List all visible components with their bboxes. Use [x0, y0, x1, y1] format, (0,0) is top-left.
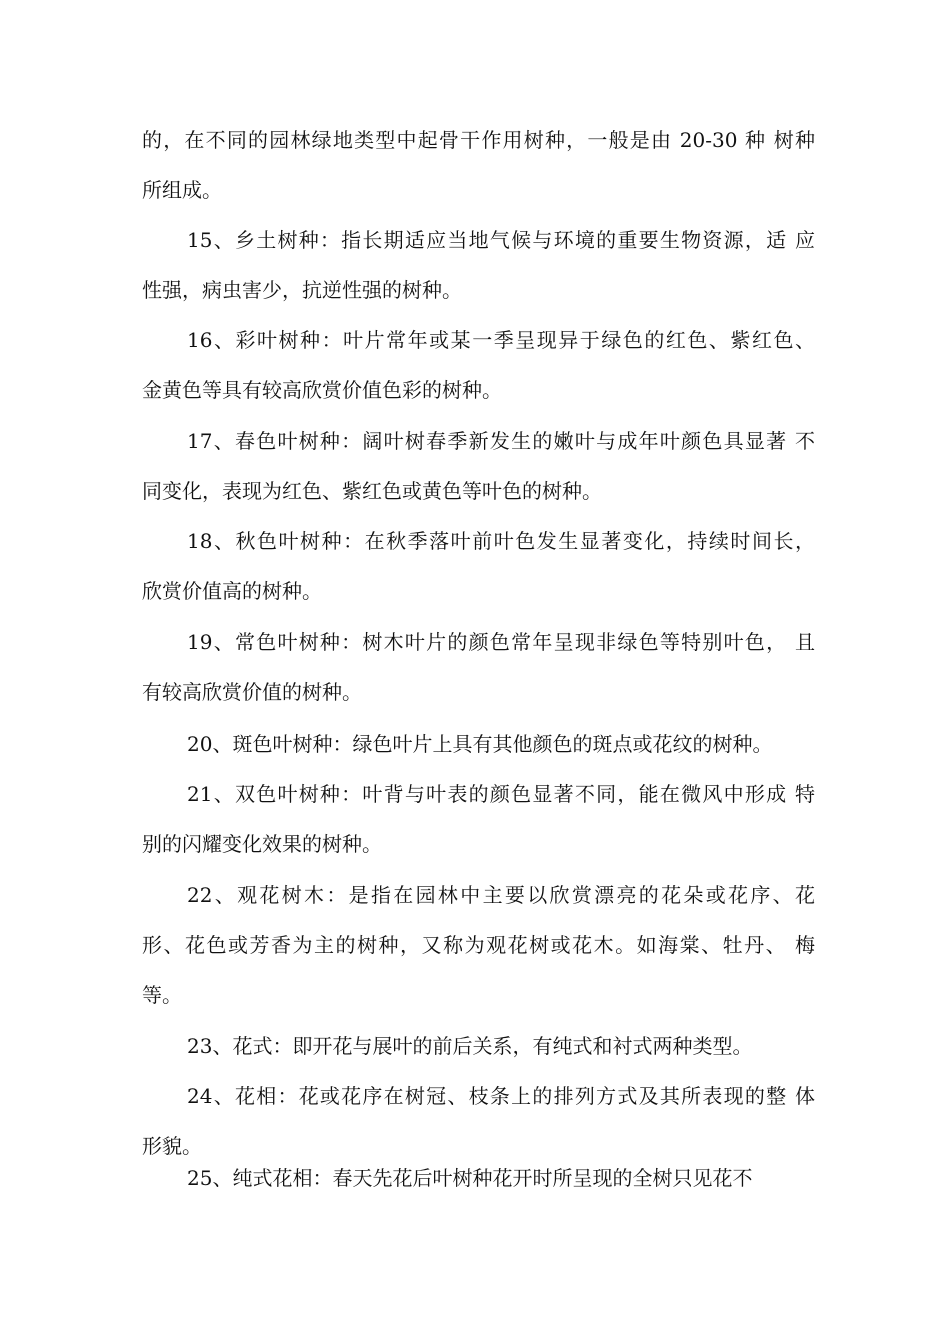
text-line: 有较高欣赏价值的树种。 — [142, 680, 362, 704]
text-line: 22、观花树木：是指在园林中主要以欣赏漂亮的花朵或花序、花 — [187, 883, 815, 907]
text-line: 19、常色叶树种：树木叶片的颜色常年呈现非绿色等特别叶色， 且 — [187, 630, 815, 654]
text-line: 所组成。 — [142, 178, 222, 202]
text-line: 20、斑色叶树种：绿色叶片上具有其他颜色的斑点或花纹的树种。 — [187, 732, 773, 756]
text-line: 等。 — [142, 983, 182, 1007]
text-line: 形貌。 — [142, 1134, 202, 1158]
text-line: 25、纯式花相：春天先花后叶树种花开时所呈现的全树只见花不 — [187, 1166, 753, 1190]
text-line: 17、春色叶树种：阔叶树春季新发生的嫩叶与成年叶颜色具显著 不 — [187, 429, 815, 453]
text-line: 同变化，表现为红色、紫红色或黄色等叶色的树种。 — [142, 479, 602, 503]
text-line: 16、彩叶树种：叶片常年或某一季呈现异于绿色的红色、紫红色、 — [187, 328, 815, 352]
text-line: 金黄色等具有较高欣赏价值色彩的树种。 — [142, 378, 502, 402]
text-line: 的，在不同的园林绿地类型中起骨干作用树种，一般是由 20-30 种 树种 — [142, 128, 815, 152]
text-line: 24、花相：花或花序在树冠、枝条上的排列方式及其所表现的整 体 — [187, 1084, 815, 1108]
text-line: 形、花色或芳香为主的树种，又称为观花树或花木。如海棠、牡丹、 梅 — [142, 933, 815, 957]
text-line: 18、秋色叶树种：在秋季落叶前叶色发生显著变化，持续时间长， — [187, 529, 815, 553]
text-line: 欣赏价值高的树种。 — [142, 579, 322, 603]
text-line: 21、双色叶树种：叶背与叶表的颜色显著不同，能在微风中形成 特 — [187, 782, 815, 806]
text-line: 23、花式：即开花与展叶的前后关系，有纯式和衬式两种类型。 — [187, 1034, 753, 1058]
text-line: 性强，病虫害少，抗逆性强的树种。 — [142, 278, 462, 302]
text-line: 15、乡土树种：指长期适应当地气候与环境的重要生物资源，适 应 — [187, 228, 815, 252]
text-line: 别的闪耀变化效果的树种。 — [142, 832, 382, 856]
